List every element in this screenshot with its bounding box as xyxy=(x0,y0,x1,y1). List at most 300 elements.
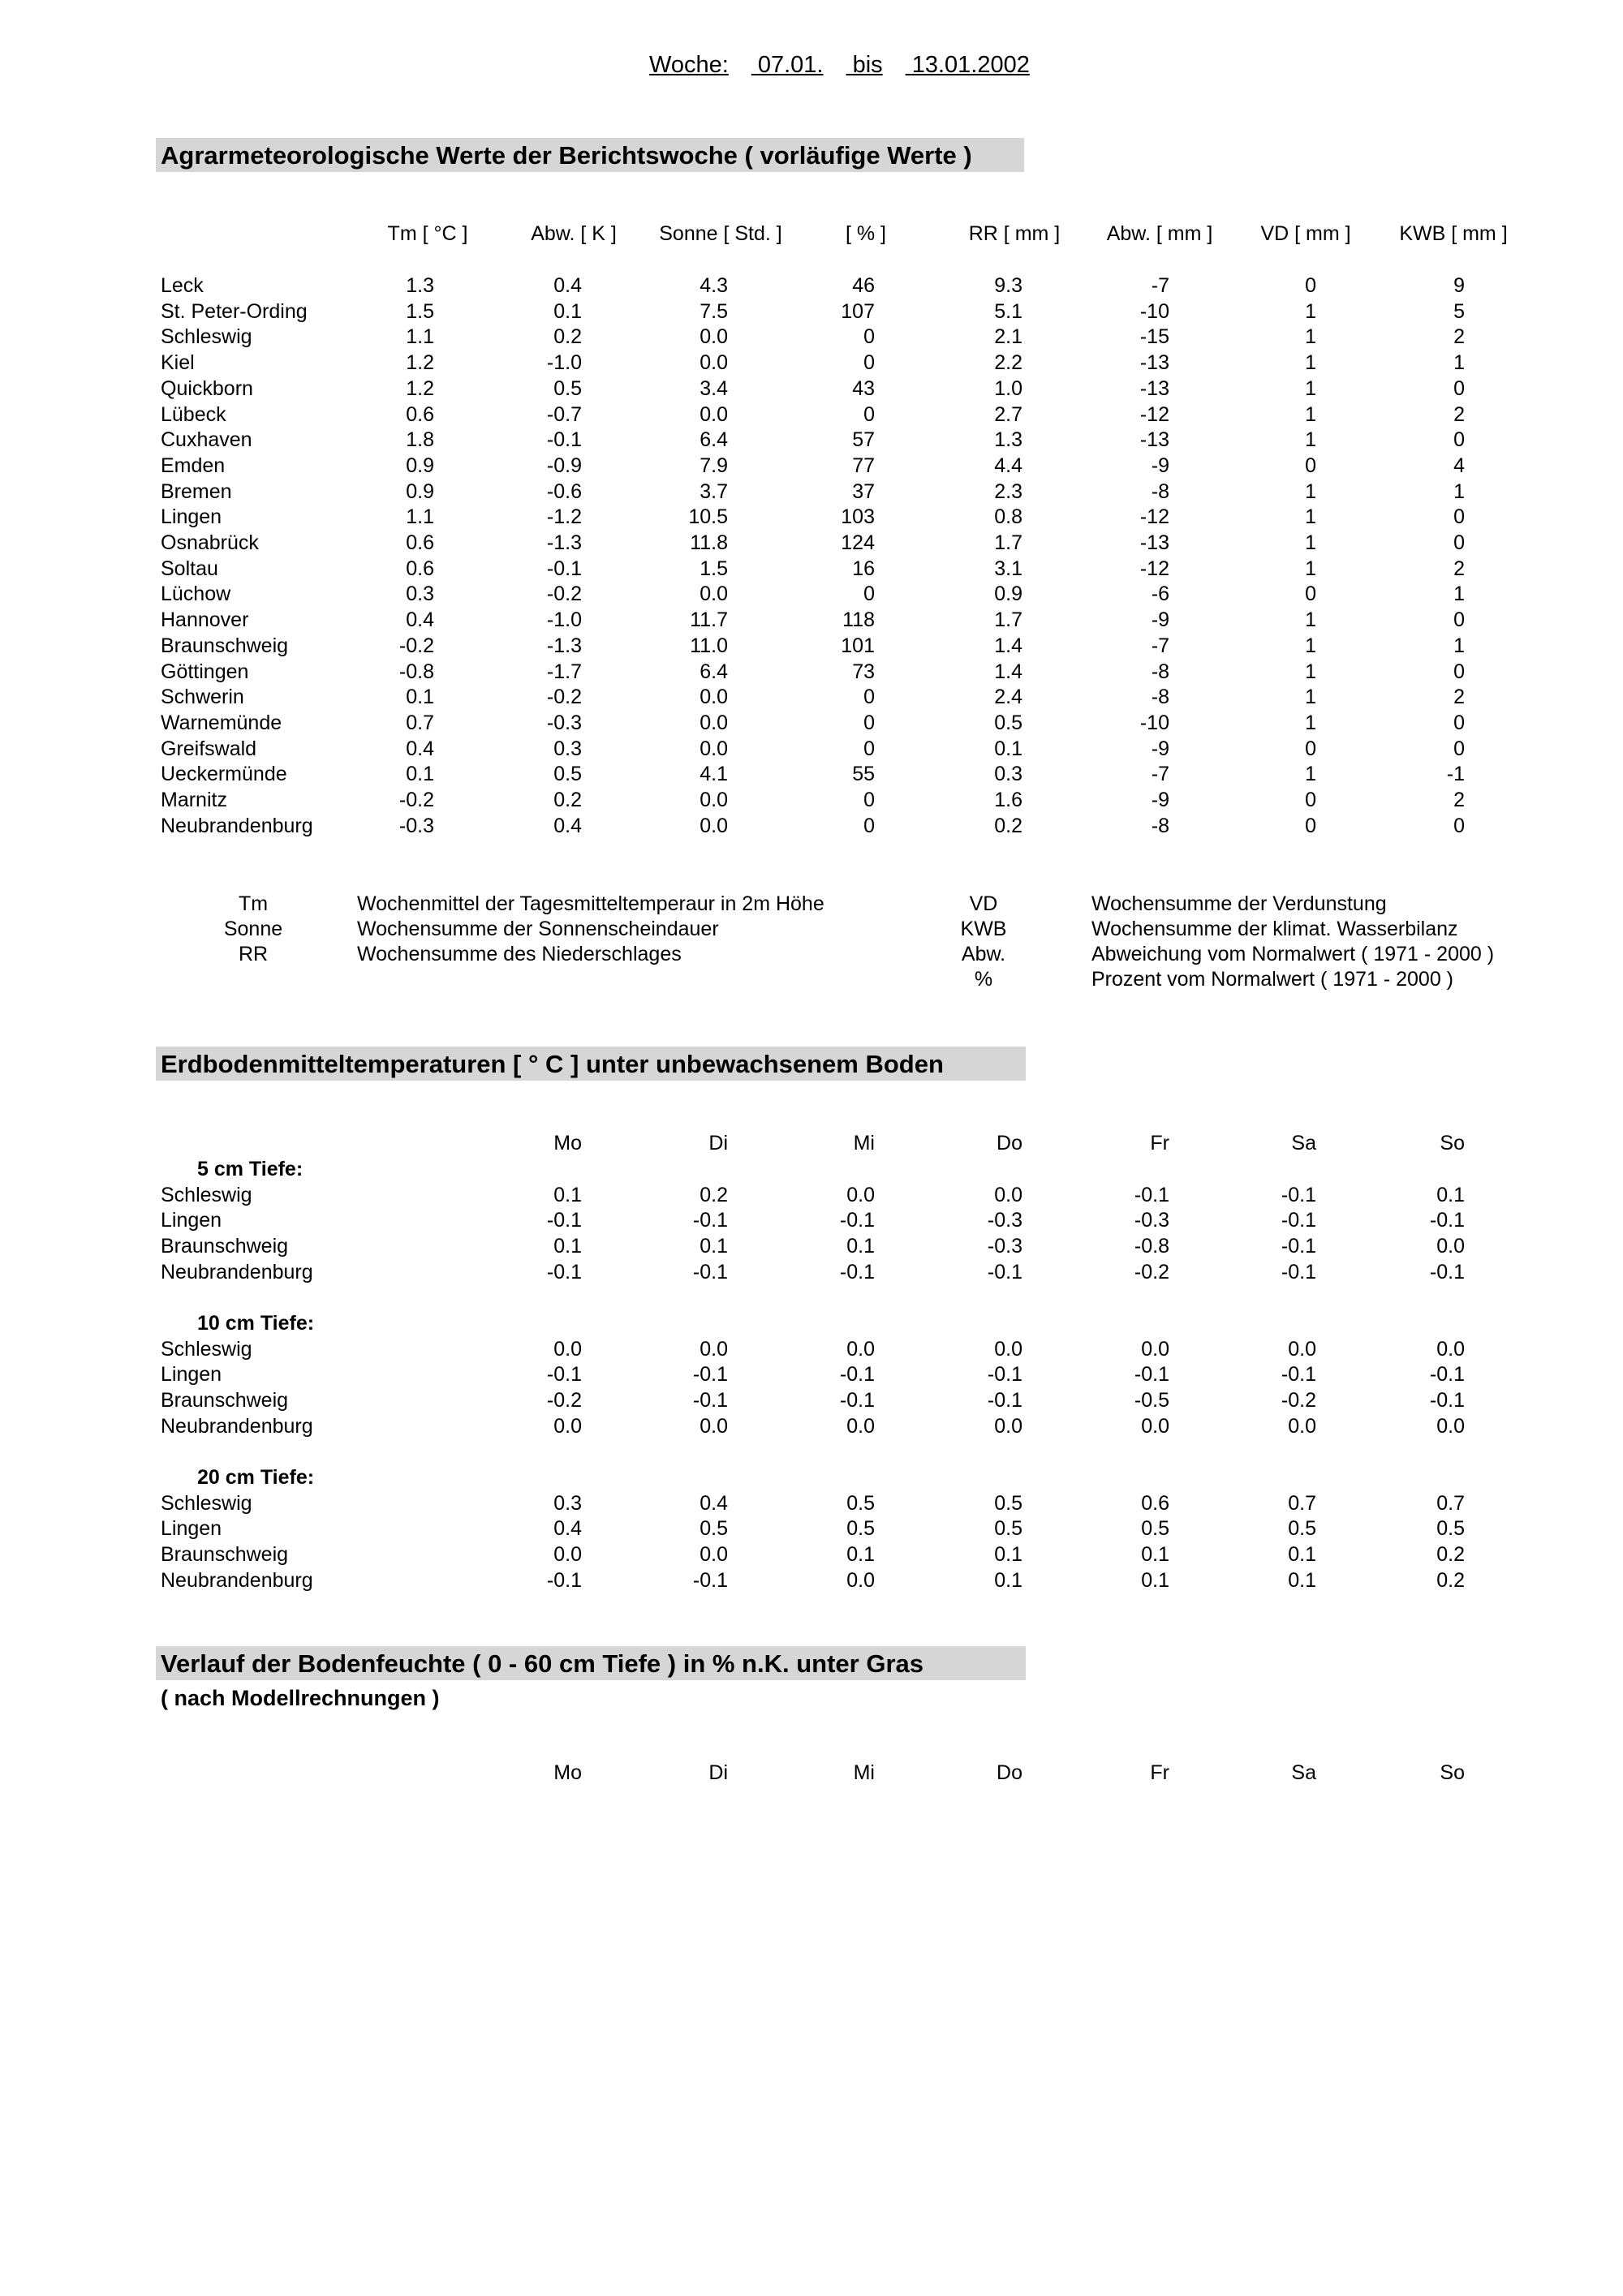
table-cell: -0.1 xyxy=(692,1209,728,1232)
station-name: Lüchow xyxy=(161,583,231,605)
table-cell: 0 xyxy=(1453,815,1465,837)
legend-text: Wochenmittel der Tagesmitteltemperaur in 2m Höhe xyxy=(357,892,824,915)
table-cell: 1.7 xyxy=(994,531,1022,554)
station-name: Braunschweig xyxy=(161,1543,289,1566)
day-header: Fr xyxy=(1150,1761,1169,1784)
table-cell: -1.0 xyxy=(546,608,582,631)
table-cell: -0.1 xyxy=(839,1209,875,1232)
table-cell: -0.1 xyxy=(1281,1363,1316,1386)
table-cell: 0.0 xyxy=(846,1415,875,1438)
table-cell: -12 xyxy=(1139,505,1169,528)
table-cell: -0.2 xyxy=(546,686,582,708)
table-cell: 57 xyxy=(852,428,875,451)
table-cell: 0 xyxy=(1453,428,1465,451)
column-header: [ % ] xyxy=(845,222,886,245)
table-cell: -0.1 xyxy=(1429,1389,1465,1412)
table-cell: -0.1 xyxy=(1281,1261,1316,1283)
day-header: Sa xyxy=(1291,1761,1316,1784)
table-cell: 0.1 xyxy=(994,737,1022,760)
table-cell: -0.2 xyxy=(398,789,434,811)
station-name: Quickborn xyxy=(161,377,253,400)
column-header: Abw. [ mm ] xyxy=(1106,222,1213,245)
table-cell: -8 xyxy=(1151,686,1169,708)
column-header: Tm [ °C ] xyxy=(387,222,468,245)
station-name: Neubrandenburg xyxy=(161,1261,313,1283)
table-cell: -0.3 xyxy=(987,1209,1022,1232)
table-cell: 6.4 xyxy=(700,660,728,683)
table-cell: -0.2 xyxy=(398,634,434,657)
section1-title: Agrarmeteorologische Werte der Berichtswoche ( vorläufige Werte ) xyxy=(161,141,972,170)
table-cell: -0.3 xyxy=(546,712,582,734)
legend-text: Wochensumme der klimat. Wasserbilanz xyxy=(1091,918,1458,940)
table-cell: 107 xyxy=(841,300,875,323)
table-cell: 0.0 xyxy=(700,815,728,837)
station-name: Soltau xyxy=(161,557,218,580)
table-cell: -0.1 xyxy=(1134,1184,1169,1206)
table-cell: 11.0 xyxy=(690,634,728,657)
station-name: Cuxhaven xyxy=(161,428,252,451)
station-name: Hannover xyxy=(161,608,249,631)
table-cell: 0.1 xyxy=(846,1543,875,1566)
day-header: Mi xyxy=(853,1132,875,1154)
table-cell: -0.1 xyxy=(839,1389,875,1412)
table-cell: 1 xyxy=(1453,583,1465,605)
table-cell: 0.9 xyxy=(994,583,1022,605)
table-cell: 0.0 xyxy=(1288,1338,1316,1361)
table-cell: 0.5 xyxy=(846,1492,875,1515)
table-cell: 1 xyxy=(1453,480,1465,503)
table-cell: 0.1 xyxy=(994,1543,1022,1566)
station-name: Ueckermünde xyxy=(161,763,287,785)
table-cell: 0.6 xyxy=(1141,1492,1169,1515)
table-cell: 0 xyxy=(1453,531,1465,554)
column-header: RR [ mm ] xyxy=(968,222,1061,245)
table-cell: 0.0 xyxy=(1436,1338,1465,1361)
table-cell: -1.3 xyxy=(546,634,582,657)
station-name: Schleswig xyxy=(161,1492,252,1515)
table-cell: 0.1 xyxy=(553,1235,582,1258)
table-cell: 0.9 xyxy=(406,454,434,477)
table-cell: 2.1 xyxy=(994,325,1022,348)
table-cell: 11.8 xyxy=(690,531,728,554)
table-cell: 0.3 xyxy=(994,763,1022,785)
table-cell: 0.0 xyxy=(700,686,728,708)
table-cell: 1 xyxy=(1453,634,1465,657)
table-cell: 0 xyxy=(863,351,875,374)
table-cell: -9 xyxy=(1151,608,1169,631)
table-cell: 2.4 xyxy=(994,686,1022,708)
day-header: Fr xyxy=(1150,1132,1169,1154)
table-cell: 7.9 xyxy=(700,454,728,477)
table-cell: 0.0 xyxy=(1141,1415,1169,1438)
week-from: 07.01. xyxy=(757,52,824,78)
table-cell: 1.2 xyxy=(406,377,434,400)
station-name: Neubrandenburg xyxy=(161,1415,313,1438)
table-cell: 0.4 xyxy=(406,737,434,760)
legend-abbrev: Abw. xyxy=(961,943,1006,965)
table-cell: -0.9 xyxy=(546,454,582,477)
table-cell: 0.4 xyxy=(553,815,582,837)
table-cell: 0.5 xyxy=(553,763,582,785)
table-cell: 0.0 xyxy=(846,1338,875,1361)
table-cell: -0.1 xyxy=(987,1389,1022,1412)
table-cell: 77 xyxy=(852,454,875,477)
table-cell: -0.1 xyxy=(546,428,582,451)
table-cell: 0.0 xyxy=(994,1338,1022,1361)
legend-abbrev: Sonne xyxy=(223,918,283,940)
table-cell: 6.4 xyxy=(700,428,728,451)
day-header: Sa xyxy=(1291,1132,1316,1154)
table-cell: 0.1 xyxy=(406,686,434,708)
table-cell: 0 xyxy=(1453,608,1465,631)
table-cell: 3.7 xyxy=(700,480,728,503)
table-cell: -0.2 xyxy=(546,1389,582,1412)
legend-text: Wochensumme der Verdunstung xyxy=(1091,892,1387,915)
legend-abbrev: RR xyxy=(238,943,269,965)
station-name: Neubrandenburg xyxy=(161,1569,313,1592)
table-cell: 0.1 xyxy=(1288,1569,1316,1592)
table-cell: 103 xyxy=(841,505,875,528)
table-cell: 0.3 xyxy=(553,737,582,760)
table-cell: 4.3 xyxy=(700,274,728,297)
table-cell: 0.0 xyxy=(553,1338,582,1361)
table-cell: 7.5 xyxy=(700,300,728,323)
legend-abbrev: Tm xyxy=(238,892,269,915)
table-cell: 0.8 xyxy=(994,505,1022,528)
table-cell: -6 xyxy=(1151,583,1169,605)
table-cell: -0.1 xyxy=(692,1363,728,1386)
table-cell: 0.7 xyxy=(1288,1492,1316,1515)
table-cell: 1.3 xyxy=(406,274,434,297)
station-name: Braunschweig xyxy=(161,1389,289,1412)
table-cell: -0.1 xyxy=(546,1261,582,1283)
table-cell: 0.0 xyxy=(700,351,728,374)
table-cell: 2 xyxy=(1453,686,1465,708)
table-cell: 0.1 xyxy=(553,300,582,323)
table-cell: 0 xyxy=(863,737,875,760)
table-cell: -9 xyxy=(1151,454,1169,477)
table-cell: 118 xyxy=(842,608,875,631)
table-cell: 1 xyxy=(1305,300,1316,323)
section3-title: Verlauf der Bodenfeuchte ( 0 - 60 cm Tiefe ) in % n.K. unter Gras xyxy=(161,1649,923,1678)
table-cell: 0.1 xyxy=(553,1184,582,1206)
table-cell: -0.1 xyxy=(1429,1261,1465,1283)
table-cell: -0.1 xyxy=(1281,1184,1316,1206)
table-cell: 0 xyxy=(863,403,875,426)
day-header: Mi xyxy=(853,1761,875,1784)
table-cell: 0 xyxy=(1305,789,1316,811)
table-cell: 0 xyxy=(863,686,875,708)
table-cell: 0 xyxy=(1453,505,1465,528)
table-cell: 0.0 xyxy=(553,1543,582,1566)
table-cell: -0.3 xyxy=(1134,1209,1169,1232)
table-cell: 1.5 xyxy=(406,300,434,323)
table-cell: 0.0 xyxy=(700,403,728,426)
table-cell: -0.1 xyxy=(987,1363,1022,1386)
table-cell: 0.0 xyxy=(994,1415,1022,1438)
table-cell: 0.5 xyxy=(1288,1517,1316,1540)
section3-subtitle: ( nach Modellrechnungen ) xyxy=(161,1686,440,1710)
table-cell: 2.7 xyxy=(994,403,1022,426)
table-cell: 1 xyxy=(1305,351,1316,374)
table-cell: 0.0 xyxy=(700,583,728,605)
station-name: Schwerin xyxy=(161,686,244,708)
table-cell: 0 xyxy=(863,583,875,605)
table-cell: 1 xyxy=(1305,505,1316,528)
station-name: Schleswig xyxy=(161,325,252,348)
table-cell: -15 xyxy=(1139,325,1169,348)
table-cell: 0 xyxy=(1305,583,1316,605)
column-header: VD [ mm ] xyxy=(1260,222,1351,245)
table-cell: 1 xyxy=(1453,351,1465,374)
table-cell: 0.5 xyxy=(994,1492,1022,1515)
column-header: Sonne [ Std. ] xyxy=(659,222,782,245)
table-cell: -0.1 xyxy=(1429,1209,1465,1232)
table-cell: 1.7 xyxy=(994,608,1022,631)
table-cell: -0.1 xyxy=(546,557,582,580)
table-cell: 0.2 xyxy=(700,1184,728,1206)
table-cell: 1 xyxy=(1305,763,1316,785)
table-cell: -13 xyxy=(1139,531,1169,554)
table-cell: -7 xyxy=(1151,634,1169,657)
table-cell: 0.6 xyxy=(406,557,434,580)
table-cell: 1.1 xyxy=(406,325,434,348)
table-cell: -0.1 xyxy=(1281,1209,1316,1232)
table-cell: 1.5 xyxy=(700,557,728,580)
day-header: Di xyxy=(708,1132,728,1154)
station-name: Greifswald xyxy=(161,737,257,760)
day-header: So xyxy=(1440,1132,1465,1154)
table-cell: 0.0 xyxy=(700,737,728,760)
table-cell: 0.1 xyxy=(1288,1543,1316,1566)
station-name: Lübeck xyxy=(161,403,226,426)
table-cell: -0.1 xyxy=(1429,1363,1465,1386)
table-cell: 1.1 xyxy=(406,505,434,528)
day-header: Do xyxy=(997,1761,1022,1784)
station-name: Schleswig xyxy=(161,1338,252,1361)
column-header: Abw. [ K ] xyxy=(531,222,617,245)
week-label: Woche: xyxy=(649,52,729,78)
table-cell: 4.4 xyxy=(994,454,1022,477)
table-cell: 0 xyxy=(863,815,875,837)
table-cell: -0.1 xyxy=(839,1261,875,1283)
station-name: Kiel xyxy=(161,351,195,374)
table-cell: 0.1 xyxy=(1436,1184,1465,1206)
table-cell: 0 xyxy=(1305,737,1316,760)
table-cell: 0.7 xyxy=(1436,1492,1465,1515)
table-cell: 0.5 xyxy=(1436,1517,1465,1540)
table-cell: -9 xyxy=(1151,789,1169,811)
day-header: Mo xyxy=(553,1761,582,1784)
table-cell: -0.1 xyxy=(1281,1235,1316,1258)
table-cell: 0.0 xyxy=(846,1569,875,1592)
table-cell: 5.1 xyxy=(994,300,1022,323)
table-cell: 37 xyxy=(852,480,875,503)
table-cell: 0.2 xyxy=(994,815,1022,837)
table-cell: 1.3 xyxy=(994,428,1022,451)
table-cell: 9.3 xyxy=(994,274,1022,297)
table-cell: 1.8 xyxy=(406,428,434,451)
station-name: Leck xyxy=(161,274,204,297)
station-name: Göttingen xyxy=(161,660,249,683)
table-cell: 0.1 xyxy=(1141,1569,1169,1592)
table-cell: 4 xyxy=(1453,454,1465,477)
day-header: Di xyxy=(708,1761,728,1784)
table-cell: 1.6 xyxy=(994,789,1022,811)
table-cell: 0.3 xyxy=(553,1492,582,1515)
legend-abbrev: KWB xyxy=(960,918,1007,940)
station-name: Neubrandenburg xyxy=(161,815,313,837)
station-name: Braunschweig xyxy=(161,634,289,657)
table-cell: 5 xyxy=(1453,300,1465,323)
table-cell: 0.2 xyxy=(553,325,582,348)
table-cell: -0.2 xyxy=(546,583,582,605)
table-cell: 0 xyxy=(1305,454,1316,477)
table-cell: -0.2 xyxy=(1134,1261,1169,1283)
table-cell: -10 xyxy=(1139,300,1169,323)
table-cell: 0.0 xyxy=(846,1184,875,1206)
table-cell: 0 xyxy=(1305,815,1316,837)
table-cell: 1 xyxy=(1305,403,1316,426)
table-cell: 0.5 xyxy=(1141,1517,1169,1540)
table-cell: -12 xyxy=(1139,403,1169,426)
table-cell: 0.0 xyxy=(700,1338,728,1361)
station-name: Schleswig xyxy=(161,1184,252,1206)
table-cell: 0.5 xyxy=(994,1517,1022,1540)
table-cell: -13 xyxy=(1139,351,1169,374)
table-cell: 1 xyxy=(1305,660,1316,683)
table-cell: 0.5 xyxy=(700,1517,728,1540)
table-cell: 0.0 xyxy=(1436,1235,1465,1258)
station-name: Lingen xyxy=(161,1363,222,1386)
table-cell: 0.4 xyxy=(700,1492,728,1515)
table-cell: 0.5 xyxy=(846,1517,875,1540)
table-cell: 1 xyxy=(1305,531,1316,554)
table-cell: 124 xyxy=(841,531,875,554)
report-week-header xyxy=(649,54,1053,77)
legend-abbrev: VD xyxy=(969,892,998,915)
table-cell: 0.9 xyxy=(406,480,434,503)
table-cell: -0.1 xyxy=(1134,1363,1169,1386)
legend-text: Wochensumme des Niederschlages xyxy=(357,943,682,965)
table-cell: 0.0 xyxy=(553,1415,582,1438)
table-cell: 101 xyxy=(841,634,875,657)
table-cell: -7 xyxy=(1151,763,1169,785)
station-name: Lingen xyxy=(161,505,222,528)
table-cell: -0.6 xyxy=(546,480,582,503)
table-cell: 1.4 xyxy=(994,660,1022,683)
table-cell: 1 xyxy=(1305,712,1316,734)
table-cell: 0 xyxy=(1453,737,1465,760)
table-cell: 0.4 xyxy=(406,608,434,631)
table-cell: 0.5 xyxy=(994,712,1022,734)
table-cell: -0.8 xyxy=(398,660,434,683)
table-cell: -12 xyxy=(1139,557,1169,580)
table-cell: 9 xyxy=(1453,274,1465,297)
depth-label: 20 cm Tiefe: xyxy=(197,1466,315,1489)
table-cell: 0 xyxy=(1453,377,1465,400)
table-cell: -13 xyxy=(1139,377,1169,400)
table-cell: 1.4 xyxy=(994,634,1022,657)
table-cell: 2.2 xyxy=(994,351,1022,374)
table-cell: 0.6 xyxy=(406,403,434,426)
station-name: Warnemünde xyxy=(161,712,282,734)
table-cell: 1 xyxy=(1305,480,1316,503)
table-cell: 1 xyxy=(1305,634,1316,657)
table-cell: 2.3 xyxy=(994,480,1022,503)
table-cell: 1 xyxy=(1305,377,1316,400)
table-cell: 0.0 xyxy=(700,1415,728,1438)
day-header: So xyxy=(1440,1761,1465,1784)
station-name: Marnitz xyxy=(161,789,227,811)
legend-text: Wochensumme der Sonnenscheindauer xyxy=(357,918,719,940)
table-cell: 1 xyxy=(1305,686,1316,708)
depth-label: 5 cm Tiefe: xyxy=(197,1158,304,1180)
station-name: Emden xyxy=(161,454,226,477)
table-cell: 2 xyxy=(1453,557,1465,580)
table-cell: 0.0 xyxy=(700,325,728,348)
table-cell: -0.1 xyxy=(546,1363,582,1386)
table-cell: 0 xyxy=(863,712,875,734)
table-cell: -0.1 xyxy=(692,1261,728,1283)
table-cell: 1 xyxy=(1305,428,1316,451)
table-cell: 0.0 xyxy=(700,789,728,811)
table-cell: 1.2 xyxy=(406,351,434,374)
station-name: Osnabrück xyxy=(161,531,259,554)
table-cell: 0.3 xyxy=(406,583,434,605)
depth-label: 10 cm Tiefe: xyxy=(197,1312,315,1335)
table-cell: -0.3 xyxy=(987,1235,1022,1258)
table-cell: -7 xyxy=(1151,274,1169,297)
table-cell: -1.3 xyxy=(546,531,582,554)
table-cell: -1.2 xyxy=(546,505,582,528)
table-cell: 0 xyxy=(863,325,875,348)
table-cell: 3.4 xyxy=(700,377,728,400)
table-cell: 2 xyxy=(1453,325,1465,348)
table-cell: -0.1 xyxy=(546,1569,582,1592)
table-cell: -0.2 xyxy=(1281,1389,1316,1412)
table-cell: -0.1 xyxy=(546,1209,582,1232)
table-cell: -10 xyxy=(1139,712,1169,734)
table-cell: 46 xyxy=(852,274,875,297)
table-cell: 1 xyxy=(1305,557,1316,580)
table-cell: 2 xyxy=(1453,403,1465,426)
table-cell: 3.1 xyxy=(994,557,1022,580)
table-cell: 0.0 xyxy=(1141,1338,1169,1361)
table-cell: -8 xyxy=(1151,660,1169,683)
table-cell: -0.1 xyxy=(987,1261,1022,1283)
station-name: St. Peter-Ording xyxy=(161,300,308,323)
table-cell: 0.2 xyxy=(553,789,582,811)
table-cell: 0.1 xyxy=(406,763,434,785)
table-cell: 0.7 xyxy=(406,712,434,734)
table-cell: 1 xyxy=(1305,608,1316,631)
legend-text: Prozent vom Normalwert ( 1971 - 2000 ) xyxy=(1091,968,1454,991)
station-name: Lingen xyxy=(161,1209,222,1232)
table-cell: 0 xyxy=(863,789,875,811)
table-cell: 0.0 xyxy=(700,712,728,734)
table-cell: 0.2 xyxy=(1436,1569,1465,1592)
table-cell: 0.4 xyxy=(553,274,582,297)
table-cell: 1 xyxy=(1305,325,1316,348)
table-cell: 10.5 xyxy=(688,505,728,528)
table-cell: -0.7 xyxy=(546,403,582,426)
table-cell: 73 xyxy=(852,660,875,683)
table-cell: -0.1 xyxy=(692,1389,728,1412)
station-name: Braunschweig xyxy=(161,1235,289,1258)
table-cell: -13 xyxy=(1139,428,1169,451)
table-cell: -8 xyxy=(1151,815,1169,837)
